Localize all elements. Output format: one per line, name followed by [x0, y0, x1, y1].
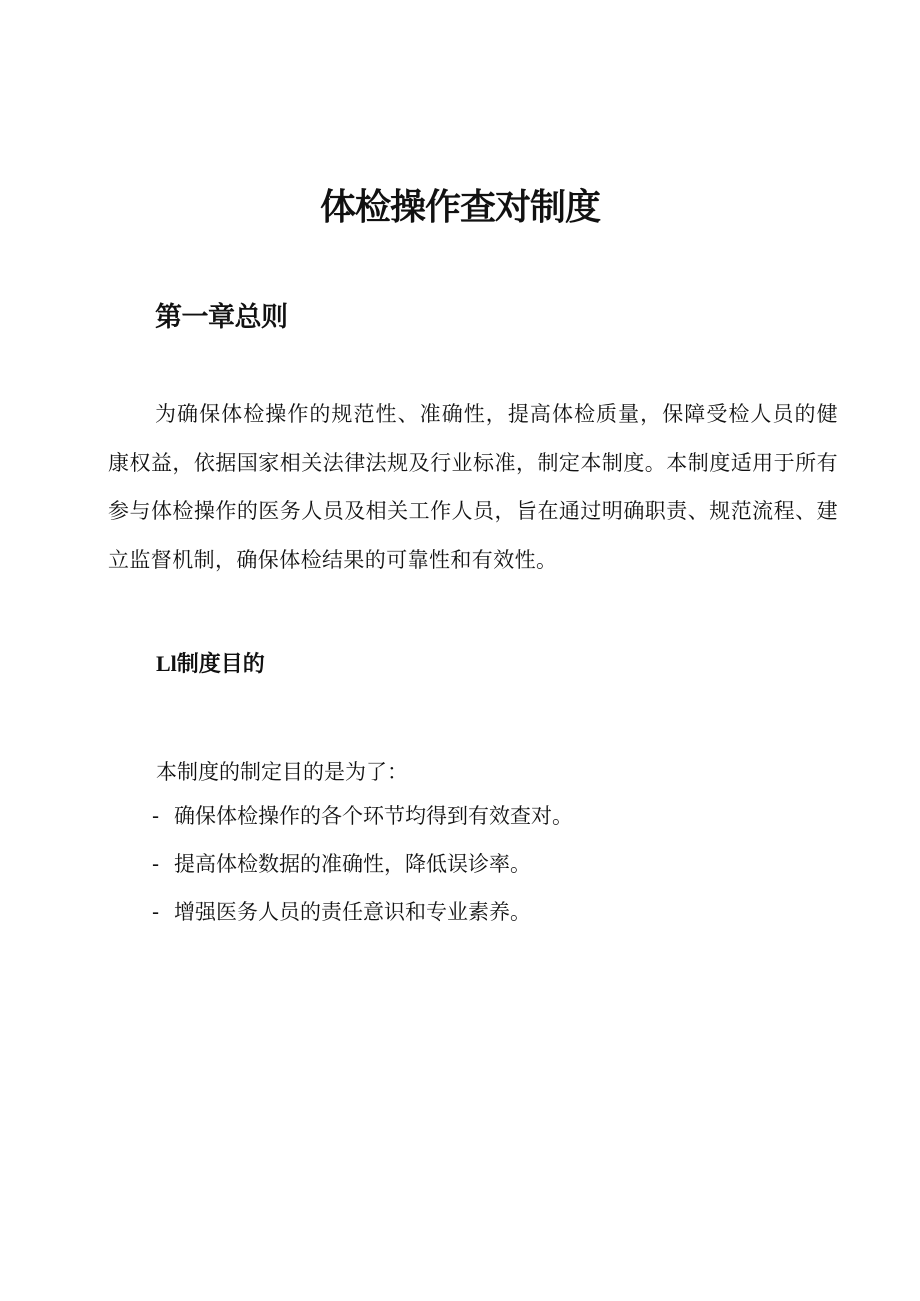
list-item-text: 提高体检数据的准确性，降低误诊率。 — [174, 852, 531, 876]
bullet-marker: - — [152, 900, 160, 924]
list-item-text: 确保体检操作的各个环节均得到有效查对。 — [174, 804, 573, 828]
list-item — [152, 798, 573, 846]
bullet-marker: - — [152, 804, 160, 828]
document-title: 体检操作查对制度 — [319, 187, 600, 228]
intro-paragraph: 为确保体检操作的规范性、准确性，提高体检质量，保障受检人员的健康权益，依据国家相关法律法规及行业标准，制定本制度。本制度适用于所有参与体检操作的医务人员及相关工作人员，旨在通过明确职责、规范流程、建立监督机制，确保体检结果的可靠性和有效性。 — [108, 402, 838, 572]
section-title: 制度目的 — [176, 652, 265, 677]
section-heading — [156, 646, 265, 683]
section-number: Ll — [156, 651, 177, 676]
bullet-marker: - — [152, 852, 160, 876]
list-item — [152, 894, 573, 942]
purpose-list — [152, 798, 573, 942]
list-item-text: 增强医务人员的责任意识和专业素养。 — [174, 900, 531, 924]
list-item — [152, 846, 573, 894]
purpose-lead: 本制度的制定目的是为了： — [156, 760, 408, 784]
chapter-heading: 第一章总则 — [155, 302, 288, 333]
